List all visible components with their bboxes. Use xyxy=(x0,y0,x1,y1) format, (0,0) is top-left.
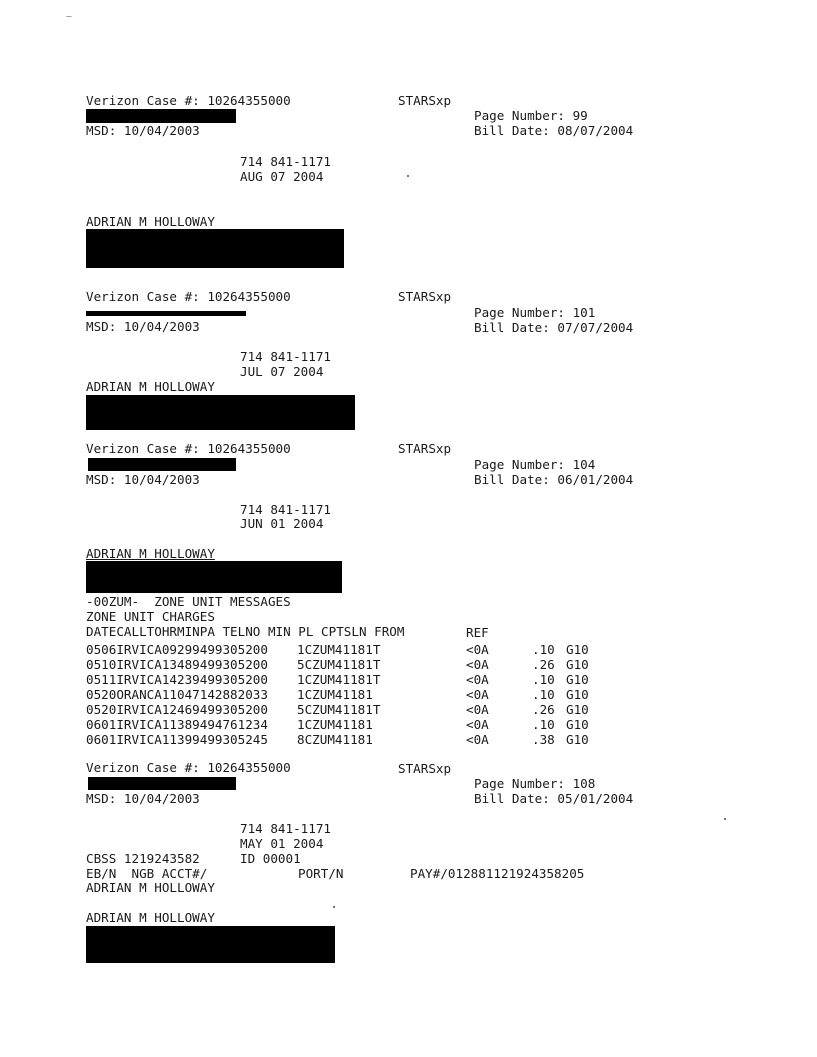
page-number: Page Number: 99 xyxy=(474,108,588,123)
row-ref: <0A xyxy=(466,642,489,657)
row-main: 0601IRVICA11399499305245 xyxy=(86,732,268,747)
ngb-account: EB/N NGB ACCT#/ xyxy=(86,866,208,881)
port-flag: PORT/N xyxy=(298,866,344,881)
case-number: Verizon Case #: 10264355000 xyxy=(86,289,291,304)
row-code: 8CZUM41181 xyxy=(297,732,373,747)
row-class: G10 xyxy=(566,657,589,672)
redaction-bar xyxy=(86,926,335,963)
msd-date: MSD: 10/04/2003 xyxy=(86,791,200,806)
row-amount: .10 xyxy=(532,687,555,702)
system-label: STARSxp xyxy=(398,289,452,304)
cbss-number: CBSS 1219243582 xyxy=(86,851,200,866)
scan-speck xyxy=(407,175,409,177)
table-row xyxy=(86,732,646,746)
page-number: Page Number: 101 xyxy=(474,305,596,320)
system-label: STARSxp xyxy=(398,761,452,776)
redaction-bar xyxy=(88,458,236,471)
phone-number: 714 841-1171 xyxy=(240,502,331,517)
bill-date: Bill Date: 07/07/2004 xyxy=(474,320,634,335)
table-row xyxy=(86,642,646,656)
scan-speck xyxy=(333,906,335,908)
row-class: G10 xyxy=(566,687,589,702)
table-row xyxy=(86,672,646,686)
zone-messages-title: -00ZUM- ZONE UNIT MESSAGES xyxy=(86,594,291,609)
row-ref: <0A xyxy=(466,702,489,717)
row-main: 0601IRVICA11389494761234 xyxy=(86,717,268,732)
ref-column-header: REF xyxy=(466,625,489,640)
row-class: G10 xyxy=(566,732,589,747)
phone-number: 714 841-1171 xyxy=(240,821,331,836)
page-number: Page Number: 104 xyxy=(474,457,596,472)
row-amount: .10 xyxy=(532,642,555,657)
bill-date: Bill Date: 08/07/2004 xyxy=(474,123,634,138)
row-amount: .38 xyxy=(532,732,555,747)
customer-name: ADRIAN M HOLLOWAY xyxy=(86,910,215,925)
system-label: STARSxp xyxy=(398,93,452,108)
row-class: G10 xyxy=(566,642,589,657)
bill-date: Bill Date: 05/01/2004 xyxy=(474,791,634,806)
zone-charges-title: ZONE UNIT CHARGES xyxy=(86,609,215,624)
phone-number: 714 841-1171 xyxy=(240,154,331,169)
msd-date: MSD: 10/04/2003 xyxy=(86,319,200,334)
row-class: G10 xyxy=(566,702,589,717)
row-ref: <0A xyxy=(466,672,489,687)
scan-speck xyxy=(66,16,72,17)
row-ref: <0A xyxy=(466,717,489,732)
redaction-bar xyxy=(86,311,246,316)
redaction-bar xyxy=(86,561,342,593)
row-main: 0520IRVICA12469499305200 xyxy=(86,702,268,717)
row-code: 5CZUM41181T xyxy=(297,657,381,672)
case-number: Verizon Case #: 10264355000 xyxy=(86,93,291,108)
row-ref: <0A xyxy=(466,657,489,672)
row-main: 0510IRVICA13489499305200 xyxy=(86,657,268,672)
statement-date: MAY 01 2004 xyxy=(240,836,324,851)
redaction-bar xyxy=(86,109,236,123)
phone-number: 714 841-1171 xyxy=(240,349,331,364)
row-main: 0506IRVICA09299499305200 xyxy=(86,642,268,657)
statement-date: JUL 07 2004 xyxy=(240,364,324,379)
row-code: 1CZUM41181 xyxy=(297,717,373,732)
statement-date: JUN 01 2004 xyxy=(240,516,324,531)
case-number: Verizon Case #: 10264355000 xyxy=(86,441,291,456)
redaction-bar xyxy=(86,395,355,430)
case-number: Verizon Case #: 10264355000 xyxy=(86,760,291,775)
row-amount: .26 xyxy=(532,657,555,672)
customer-name: ADRIAN M HOLLOWAY xyxy=(86,379,215,394)
page-number: Page Number: 108 xyxy=(474,776,596,791)
system-label: STARSxp xyxy=(398,441,452,456)
statement-date: AUG 07 2004 xyxy=(240,169,324,184)
row-main: 0511IRVICA14239499305200 xyxy=(86,672,268,687)
table-row xyxy=(86,657,646,671)
bill-date: Bill Date: 06/01/2004 xyxy=(474,472,634,487)
row-ref: <0A xyxy=(466,687,489,702)
row-code: 5CZUM41181T xyxy=(297,702,381,717)
row-class: G10 xyxy=(566,672,589,687)
zone-column-header: DATECALLTOHRMINPA TELNO MIN PL CPTSLN FROM xyxy=(86,624,405,639)
row-code: 1CZUM41181 xyxy=(297,687,373,702)
row-class: G10 xyxy=(566,717,589,732)
row-amount: .10 xyxy=(532,717,555,732)
row-ref: <0A xyxy=(466,732,489,747)
redaction-bar xyxy=(88,777,236,790)
row-amount: .26 xyxy=(532,702,555,717)
redaction-bar xyxy=(86,229,344,268)
msd-date: MSD: 10/04/2003 xyxy=(86,123,200,138)
account-id: ID 00001 xyxy=(240,851,301,866)
row-code: 1CZUM41181T xyxy=(297,672,381,687)
table-row xyxy=(86,702,646,716)
account-name: ADRIAN M HOLLOWAY xyxy=(86,880,215,895)
customer-name: ADRIAN M HOLLOWAY xyxy=(86,214,215,229)
row-main: 0520ORANCA11047142882033 xyxy=(86,687,268,702)
msd-date: MSD: 10/04/2003 xyxy=(86,472,200,487)
row-amount: .10 xyxy=(532,672,555,687)
pay-number: PAY#/012881121924358205 xyxy=(410,866,585,881)
scan-speck xyxy=(724,818,726,820)
table-row xyxy=(86,717,646,731)
customer-name: ADRIAN M HOLLOWAY xyxy=(86,546,215,561)
table-row xyxy=(86,687,646,701)
row-code: 1CZUM41181T xyxy=(297,642,381,657)
